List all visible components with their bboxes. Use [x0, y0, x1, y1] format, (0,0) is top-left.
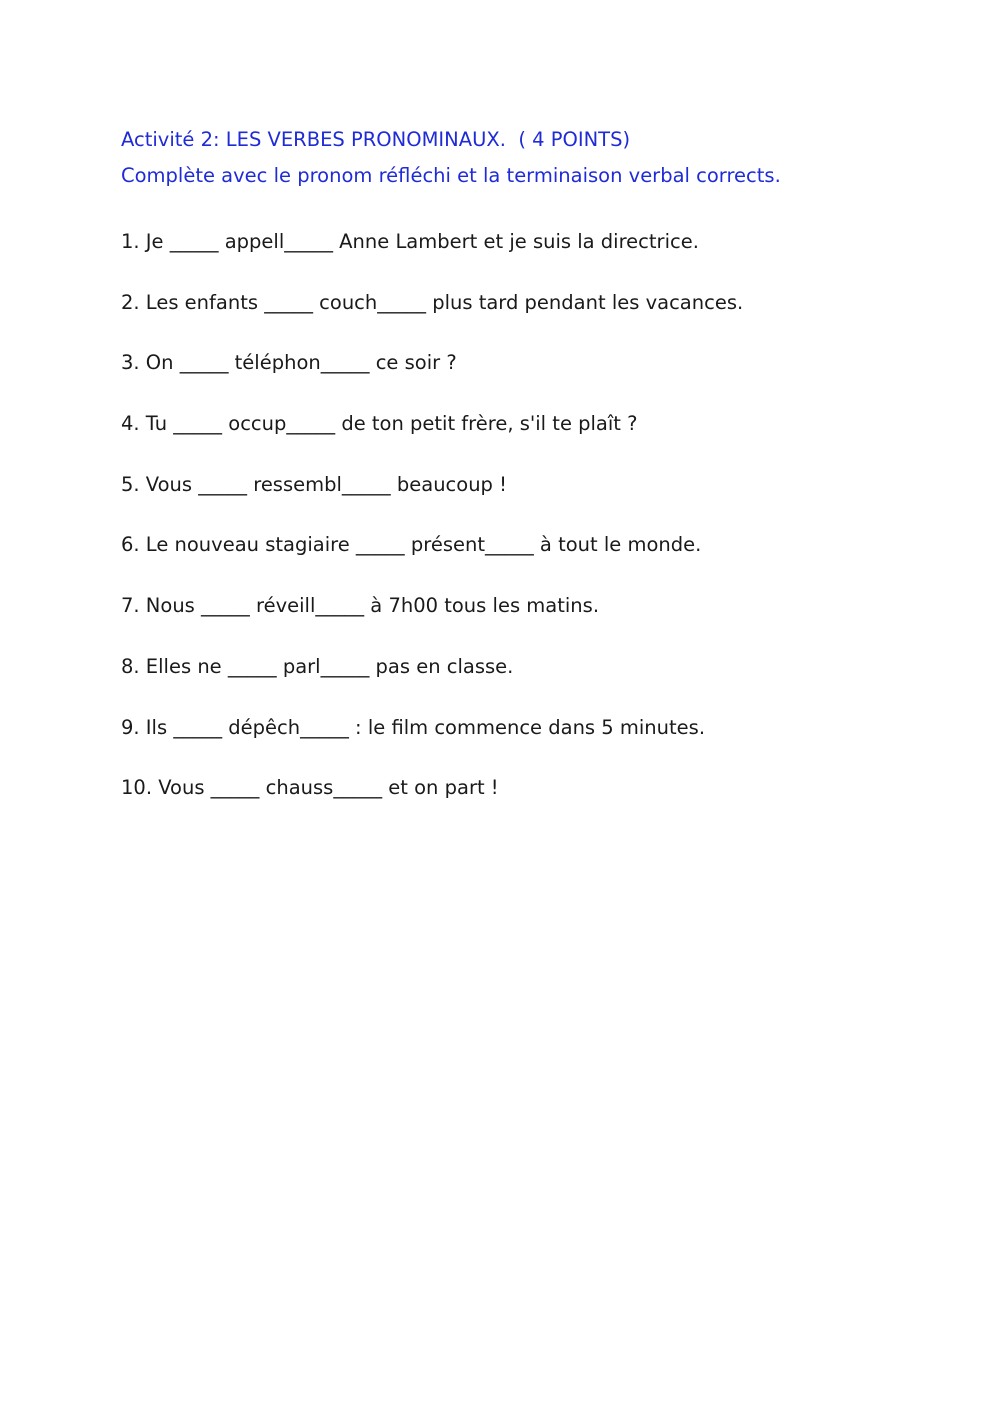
- exercise-item-1: 1. Je _____ appell_____ Anne Lambert et je suis la directrice.: [121, 230, 699, 253]
- exercise-item-6: 6. Le nouveau stagiaire _____ présent_____ à tout le monde.: [121, 533, 702, 557]
- exercise-item-3: 3. On _____ téléphon_____ ce soir ?: [121, 351, 457, 375]
- exercise-item-5: 5. Vous _____ ressembl_____ beaucoup !: [121, 472, 507, 496]
- exercise-item-9: 9. Ils _____ dépêch_____ : le film commence dans 5 minutes.: [121, 715, 706, 739]
- exercise-item-8: 8. Elles ne _____ parl_____ pas en classe.: [121, 654, 514, 678]
- exercise-item-7: 7. Nous _____ réveill_____ à 7h00 tous les matins.: [121, 594, 600, 618]
- activity-title: Activité 2: LES VERBES PRONOMINAUX. ( 4 POINTS): [121, 128, 631, 151]
- exercise-item-10: 10. Vous _____ chauss_____ et on part !: [121, 776, 499, 800]
- activity-header: [121, 122, 781, 194]
- activity-instruction: Complète avec le pronom réfléchi et la terminaison verbal corrects.: [121, 164, 781, 187]
- exercise-item-2: 2. Les enfants _____ couch_____ plus tard pendant les vacances.: [121, 290, 744, 314]
- exercise-item-4: 4. Tu _____ occup_____ de ton petit frère, s'il te plaît ?: [121, 412, 638, 436]
- exercise-list: [121, 228, 941, 835]
